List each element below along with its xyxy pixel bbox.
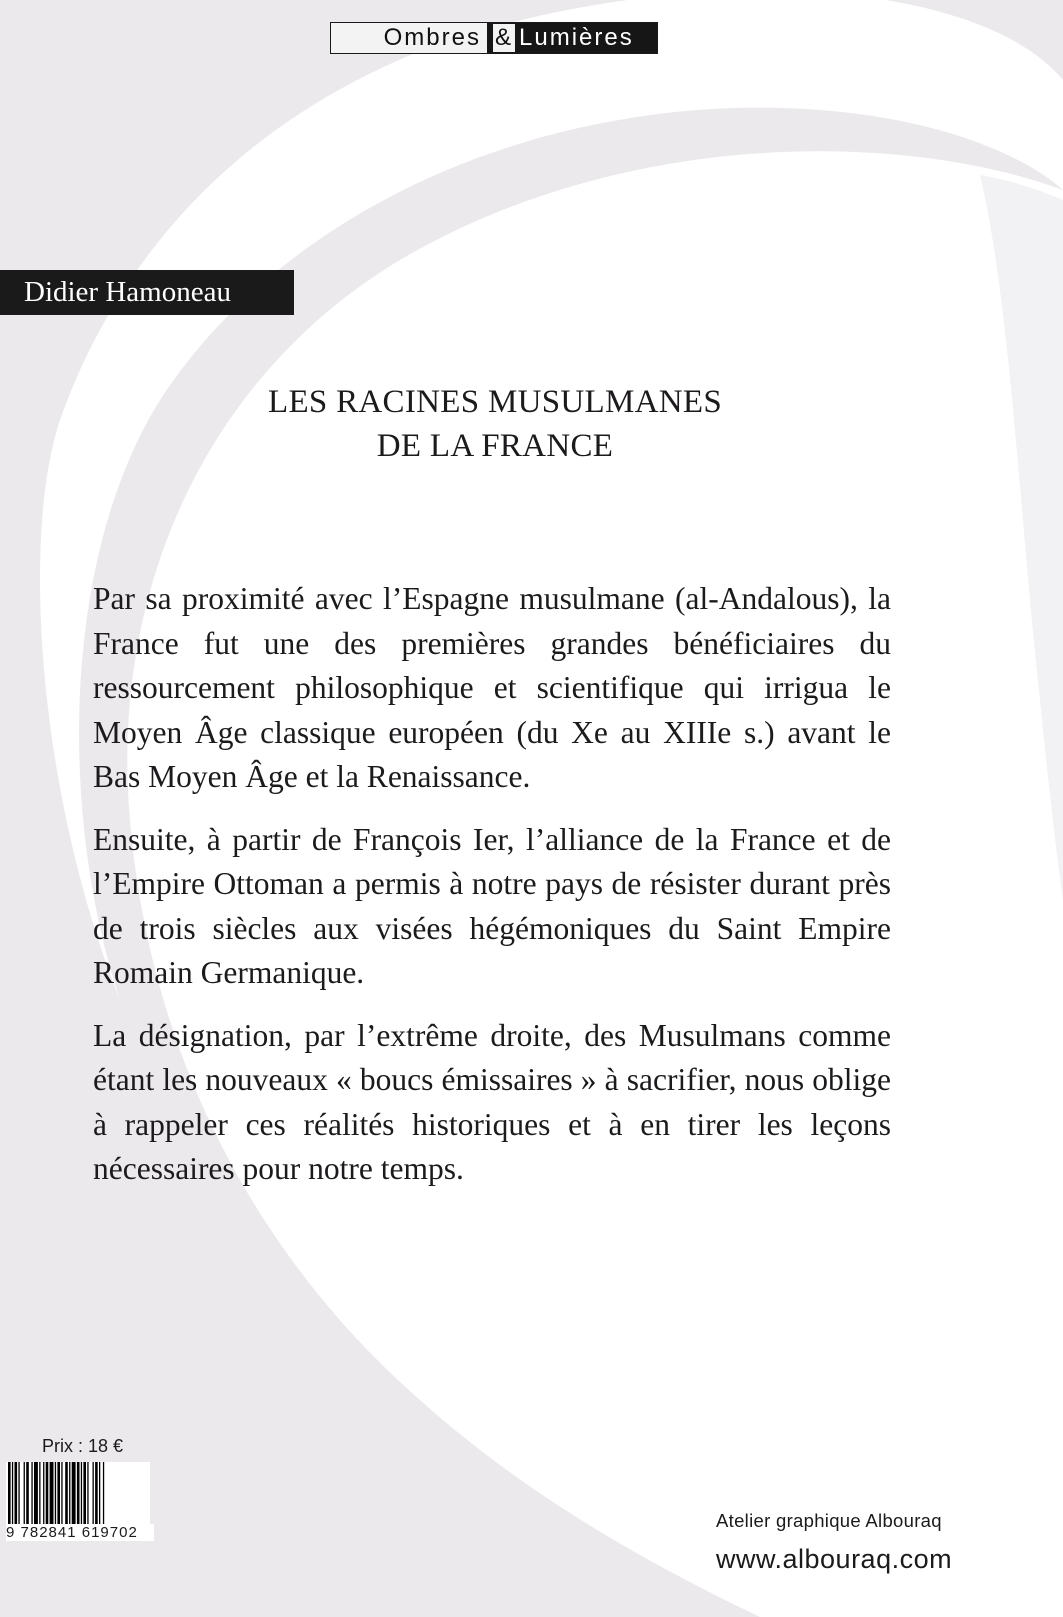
barcode	[6, 1462, 150, 1526]
author-name: Didier Hamoneau	[0, 270, 294, 315]
series-name-left: Ombres	[383, 24, 481, 51]
back-cover-blurb	[93, 577, 891, 1210]
isbn-number: 9 782841 619702	[6, 1524, 154, 1541]
publisher-name: Atelier graphique Albouraq	[716, 1510, 942, 1531]
blurb-paragraph: Par sa proximité avec l’Espagne musulmane (al-Andalous), la France fut une des premières grandes bénéficiaires du ressourcement philosophique et scientifique qui irrigua le Moyen Âge classique européen (du Xe au XIIIe s.) avant le Bas Moyen Âge et la Renaissance.	[93, 581, 891, 794]
publisher-website: www.albouraq.com	[716, 1544, 953, 1574]
blurb-paragraph: La désignation, par l’extrême droite, des Musulmans comme étant les nouveaux « boucs émissaires » à sacrifier, nous oblige à rappeler ces réalités historiques et à en tirer les leçons nécessaires pour notre temps.	[93, 1017, 891, 1186]
series-logo	[330, 22, 658, 54]
book-title	[200, 380, 790, 468]
series-name-right-block	[487, 23, 657, 53]
series-name-right: Lumières	[519, 24, 634, 51]
book-title-line-2: DE LA FRANCE	[376, 428, 614, 464]
price-label: Prix : 18 €	[42, 1436, 124, 1456]
book-title-line-1: LES RACINES MUSULMANES	[268, 384, 722, 420]
blurb-paragraph: Ensuite, à partir de François Ier, l’alliance de la France et de l’Empire Ottoman a permis à notre pays de résister durant près de trois siècles aux visées hégémoniques du Saint Empire Romain Germanique.	[93, 821, 891, 990]
series-ampersand: &	[495, 24, 514, 51]
